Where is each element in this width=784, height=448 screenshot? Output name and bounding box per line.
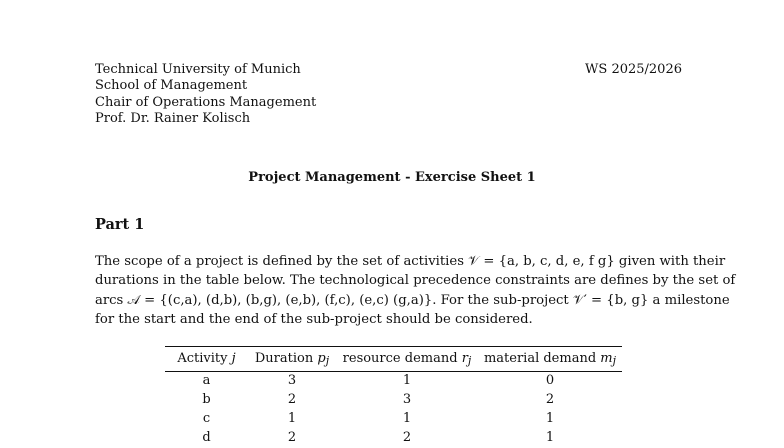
activity-table bbox=[165, 346, 622, 448]
cell-material: 1 bbox=[545, 430, 555, 445]
cell-material: 2 bbox=[545, 392, 555, 407]
cell-duration: 2 bbox=[287, 430, 297, 445]
semester-label: WS 2025/2026 bbox=[585, 62, 682, 77]
university-name: Technical University of Munich bbox=[95, 62, 301, 77]
table-row bbox=[165, 429, 622, 448]
chair-name: Chair of Operations Management bbox=[95, 94, 317, 110]
cell-resource: 1 bbox=[402, 373, 412, 388]
activity-table-wrapper bbox=[165, 346, 622, 448]
cell-activity: a bbox=[202, 373, 211, 388]
cell-duration: 2 bbox=[287, 392, 297, 407]
table-row bbox=[165, 372, 622, 392]
problem-paragraph bbox=[95, 252, 736, 329]
cell-resource: 1 bbox=[402, 411, 412, 426]
cell-resource: 3 bbox=[402, 392, 412, 407]
paragraph-line: arcs 𝒜 = {(c,a), (d,b), (b,g), (e,b), (f,c), (e,c) (g,a)}. For the sub-project 𝒱′ = {b, g} a milestone bbox=[95, 292, 730, 308]
cell-material: 0 bbox=[545, 373, 555, 388]
header-resource-demand: resource demand rj bbox=[336, 347, 478, 372]
cell-activity: c bbox=[202, 411, 211, 426]
paragraph-line: for the start and the end of the sub-project should be considered. bbox=[95, 311, 533, 327]
cell-duration: 3 bbox=[287, 373, 297, 388]
school-name: School of Management bbox=[95, 78, 248, 94]
cell-resource: 2 bbox=[402, 430, 412, 445]
part-heading: Part 1 bbox=[95, 216, 145, 233]
header-activity: Activity j bbox=[165, 347, 248, 372]
cell-duration: 1 bbox=[287, 411, 297, 426]
cell-material: 1 bbox=[545, 411, 555, 426]
cell-activity: b bbox=[202, 392, 211, 407]
header-duration: Duration pj bbox=[248, 347, 336, 372]
table-row bbox=[165, 391, 622, 410]
institution-header bbox=[95, 62, 316, 127]
cell-activity: d bbox=[202, 430, 211, 445]
header-material-demand: material demand mj bbox=[478, 347, 622, 372]
table-row bbox=[165, 410, 622, 429]
paragraph-line: durations in the table below. The technological precedence constraints are defines by the set of bbox=[95, 273, 736, 289]
sheet-title: Project Management - Exercise Sheet 1 bbox=[248, 170, 536, 185]
paragraph-line: The scope of a project is defined by the set of activities 𝒱 = {a, b, c, d, e, f g} given with their bbox=[95, 254, 726, 269]
professor-name: Prof. Dr. Rainer Kolisch bbox=[95, 110, 251, 126]
table-header-row bbox=[165, 347, 622, 372]
